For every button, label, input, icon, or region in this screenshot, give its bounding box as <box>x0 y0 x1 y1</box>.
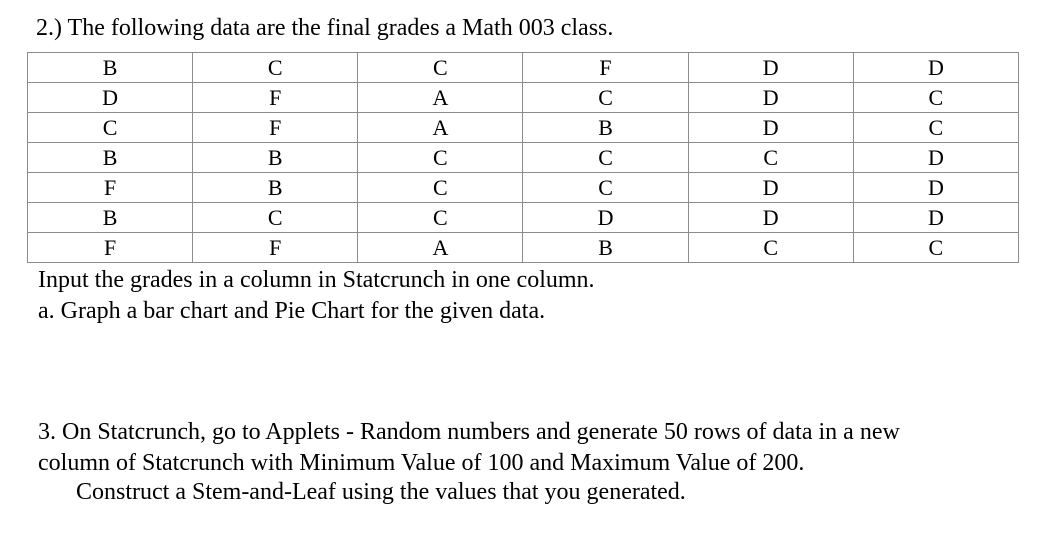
grade-cell: C <box>193 53 358 83</box>
grade-cell: C <box>853 83 1018 113</box>
grades-table <box>27 52 1019 263</box>
grades-table-body <box>28 53 1019 263</box>
grade-cell: D <box>688 113 853 143</box>
grade-cell: C <box>523 143 688 173</box>
question-3-line-1: 3. On Statcrunch, go to Applets - Random numbers and generate 50 rows of data in a new <box>38 419 900 445</box>
grade-cell: B <box>523 113 688 143</box>
grades-row <box>28 173 1019 203</box>
grade-cell: D <box>688 53 853 83</box>
grade-cell: A <box>358 83 523 113</box>
grade-cell: C <box>193 203 358 233</box>
grade-cell: C <box>358 53 523 83</box>
grade-cell: B <box>193 143 358 173</box>
grade-cell: C <box>688 233 853 263</box>
grade-cell: C <box>358 143 523 173</box>
grade-cell: D <box>688 203 853 233</box>
grade-cell: A <box>358 113 523 143</box>
grade-cell: F <box>28 173 193 203</box>
grade-cell: D <box>688 173 853 203</box>
grade-cell: B <box>28 203 193 233</box>
grade-cell: C <box>358 173 523 203</box>
grade-cell: D <box>853 143 1018 173</box>
grade-cell: D <box>853 173 1018 203</box>
question-2-part-a: a. Graph a bar chart and Pie Chart for the given data. <box>38 298 546 324</box>
grade-cell: B <box>28 143 193 173</box>
grade-cell: F <box>193 83 358 113</box>
grade-cell: D <box>853 53 1018 83</box>
grades-row <box>28 113 1019 143</box>
grade-cell: D <box>688 83 853 113</box>
grade-cell: B <box>193 173 358 203</box>
grade-cell: C <box>523 173 688 203</box>
grades-row <box>28 143 1019 173</box>
question-2-instruction: Input the grades in a column in Statcrunch in one column. <box>38 267 595 293</box>
grade-cell: F <box>193 233 358 263</box>
grades-row <box>28 53 1019 83</box>
grade-cell: D <box>523 203 688 233</box>
question-3-line-3: Construct a Stem-and-Leaf using the values that you generated. <box>76 479 686 505</box>
grade-cell: C <box>853 233 1018 263</box>
grade-cell: C <box>523 83 688 113</box>
question-2-title: 2.) The following data are the final grades a Math 003 class. <box>36 15 614 41</box>
grade-cell: C <box>688 143 853 173</box>
grade-cell: C <box>853 113 1018 143</box>
grade-cell: F <box>193 113 358 143</box>
question-3-line-2: column of Statcrunch with Minimum Value of 100 and Maximum Value of 200. <box>38 450 805 476</box>
grade-cell: D <box>28 83 193 113</box>
grade-cell: F <box>523 53 688 83</box>
grade-cell: D <box>853 203 1018 233</box>
grade-cell: B <box>523 233 688 263</box>
grades-row <box>28 83 1019 113</box>
grades-row <box>28 233 1019 263</box>
grade-cell: C <box>358 203 523 233</box>
grade-cell: B <box>28 53 193 83</box>
grade-cell: F <box>28 233 193 263</box>
grade-cell: C <box>28 113 193 143</box>
grades-row <box>28 203 1019 233</box>
grade-cell: A <box>358 233 523 263</box>
